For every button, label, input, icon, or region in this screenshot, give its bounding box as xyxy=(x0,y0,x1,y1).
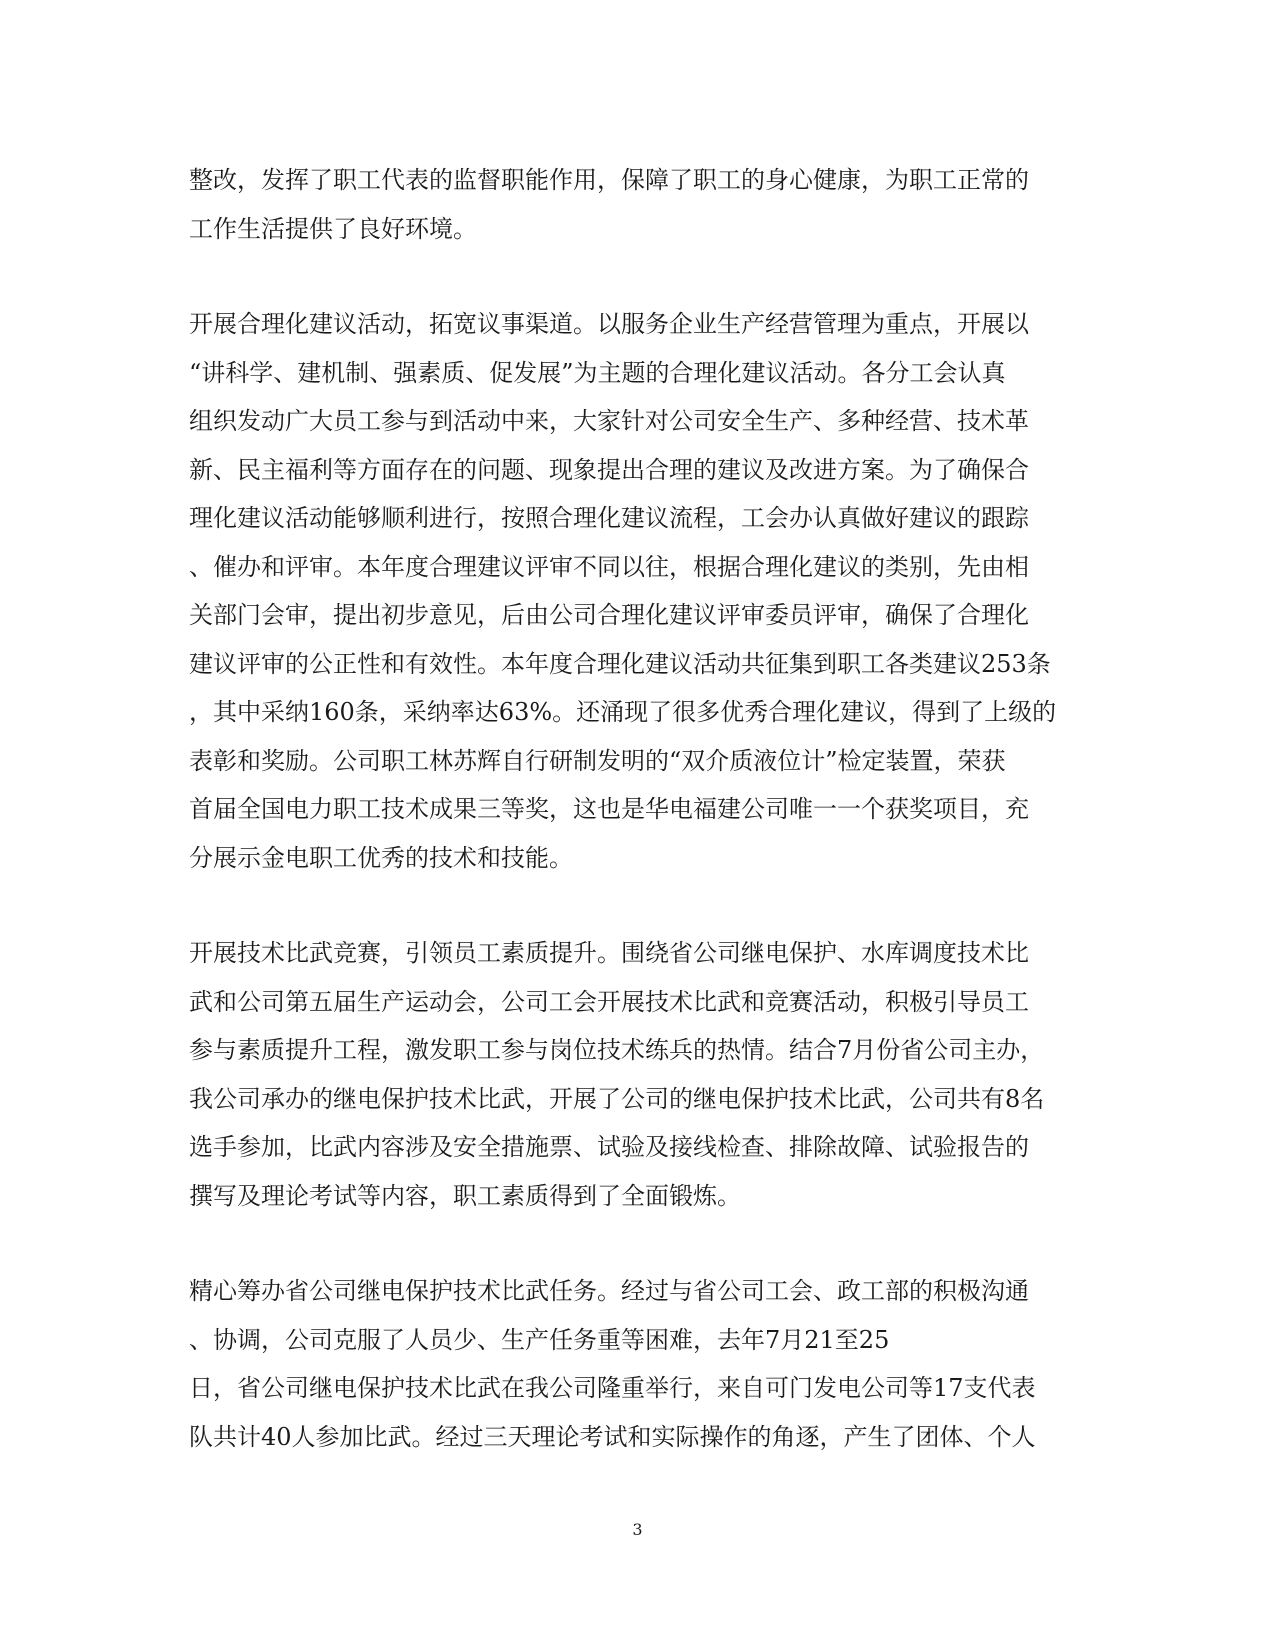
text-line: 开展合理化建议活动，拓宽议事渠道。以服务企业生产经营管理为重点，开展以 xyxy=(189,310,1029,338)
text-line: 、催办和评审。本年度合理建议评审不同以往，根据合理化建议的类别，先由相 xyxy=(189,552,1029,581)
text-line: 表彰和奖励。公司职工林苏辉自行研制发明的“双介质液位计”检定装置，荣获 xyxy=(189,746,1006,775)
text-line: 分展示金电职工优秀的技术和技能。 xyxy=(189,843,573,872)
text-line: 队共计40人参加比武。经过三天理论考试和实际操作的角逐，产生了团体、个人 xyxy=(189,1422,1036,1451)
document-body xyxy=(189,156,1069,1461)
page-number: 3 xyxy=(632,1520,643,1539)
text-line: 撰写及理论考试等内容，职工素质得到了全面锻炼。 xyxy=(189,1181,741,1210)
text-line: 工作生活提供了良好环境。 xyxy=(189,214,477,243)
text-line: 关部门会审，提出初步意见，后由公司合理化建议评审委员评审，确保了合理化 xyxy=(189,601,1029,629)
text-line: 组织发动广大员工参与到活动中来，大家针对公司安全生产、多种经营、技术革 xyxy=(189,407,1029,435)
text-line: 、协调，公司克服了人员少、生产任务重等困难，去年7月21至25 xyxy=(189,1325,890,1354)
text-line: 开展技术比武竞赛，引领员工素质提升。围绕省公司继电保护、水库调度技术比 xyxy=(189,939,1029,967)
text-line: “讲科学、建机制、强素质、促发展”为主题的合理化建议活动。各分工会认真 xyxy=(189,358,1006,387)
text-line: 新、民主福利等方面存在的问题、现象提出合理的建议及改进方案。为了确保合 xyxy=(189,455,1029,484)
paragraph xyxy=(189,300,1069,882)
text-line: 参与素质提升工程，激发职工参与岗位技术练兵的热情。结合7月份省公司主办， xyxy=(189,1036,1045,1064)
text-line: 理化建议活动能够顺利进行，按照合理化建议流程，工会办认真做好建议的跟踪 xyxy=(189,504,1029,532)
text-line: ，其中采纳160条，采纳率达63%。还涌现了很多优秀合理化建议，得到了上级的 xyxy=(189,698,1057,726)
text-line: 精心筹办省公司继电保护技术比武任务。经过与省公司工会、政工部的积极沟通 xyxy=(189,1277,1029,1305)
paragraph xyxy=(189,929,1069,1220)
text-line: 武和公司第五届生产运动会，公司工会开展技术比武和竞赛活动，积极引导员工 xyxy=(189,987,1029,1016)
paragraph xyxy=(189,1267,1069,1461)
text-line: 日，省公司继电保护技术比武在我公司隆重举行，来自可门发电公司等17支代表 xyxy=(189,1374,1036,1402)
text-line: 整改，发挥了职工代表的监督职能作用，保障了职工的身心健康，为职工正常的 xyxy=(189,166,1029,194)
text-line: 选手参加，比武内容涉及安全措施票、试验及接线检查、排除故障、试验报告的 xyxy=(189,1133,1029,1161)
text-line: 首届全国电力职工技术成果三等奖，这也是华电福建公司唯一一个获奖项目，充 xyxy=(189,795,1029,823)
text-line: 我公司承办的继电保护技术比武，开展了公司的继电保护技术比武，公司共有8名 xyxy=(189,1084,1045,1113)
text-line: 建议评审的公正性和有效性。本年度合理化建议活动共征集到职工各类建议253条 xyxy=(189,649,1051,678)
paragraph xyxy=(189,156,1069,253)
